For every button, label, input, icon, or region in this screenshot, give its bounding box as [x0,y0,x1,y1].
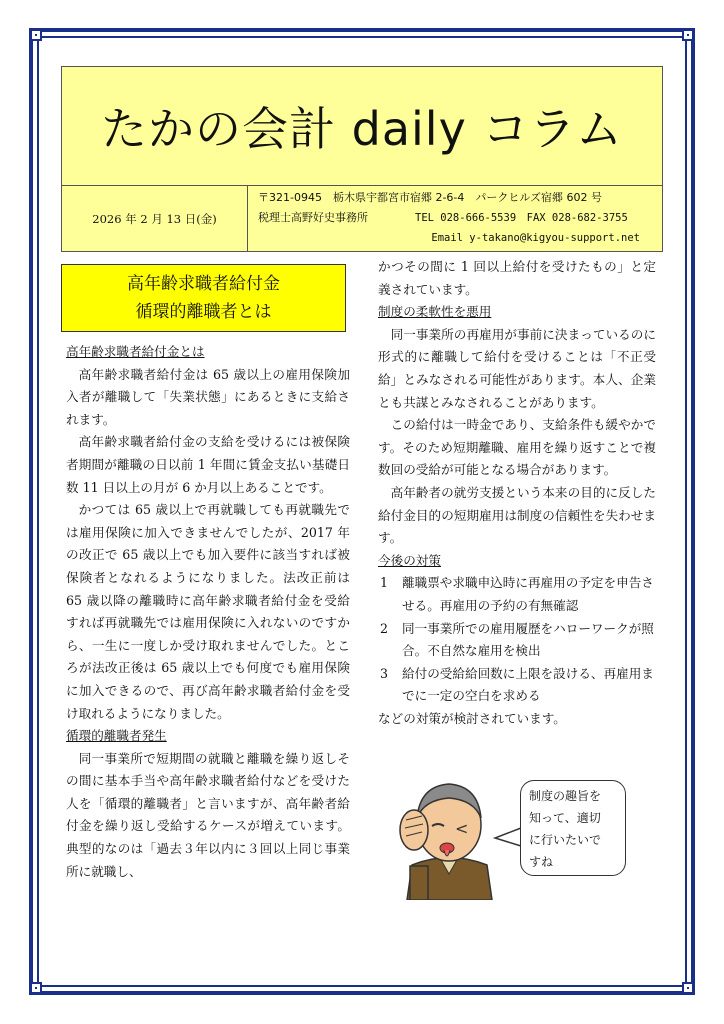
paragraph: 高年齢者の就労支援という本来の目的に反した給付金目的の短期雇用は制度の信頼性を失わせます。 [378,484,656,546]
paragraph: 高年齢求職者給付金は 65 歳以上の雇用保険加入者が離職して「失業状態」にあるときに支給されます。 [66,366,350,427]
section-heading: 高年齢求職者給付金とは [66,344,205,359]
speech-line: 知って、適切 [529,811,601,825]
speech-line: すね [529,855,554,869]
tel-fax: TEL 028-666-5539 FAX 028-682-3755 [415,212,628,224]
office-name: 税理士高野好史事務所 [258,211,368,224]
left-column [66,341,350,883]
list-number: 1 [380,575,389,591]
office-address: 〒321-0945 栃木県宇都宮市宿郷 2-6-4 パークヒルズ宿郷 602 号 [258,191,603,204]
corner-ornament-top-left [30,29,42,41]
contact-block [258,188,658,250]
email-address: Email y-takano@kigyou-support.net [431,232,640,244]
article-headline [61,264,346,332]
section-heading: 制度の柔軟性を悪用 [378,304,492,320]
speech-line: に行いたいで [529,833,602,847]
list-text: 同一事業所での雇用履歴をハローワークが照合。不自然な雇用を検出 [402,620,654,659]
section-heading: 今後の対策 [378,552,441,568]
list-item [378,572,656,617]
paragraph: 同一事業所の再雇用が事前に決まっているのに形式的に離職して給付を受けることは「不正受給」とみなされる可能性があります。本人、企業とも共謀とみなされることがあります。 [378,326,656,410]
headline-line-2: 循環的離職者とは [135,302,272,322]
speech-bubble-tail [493,826,523,850]
list-number: 3 [380,665,389,681]
list-text: 給付の受給給回数に上限を設ける、再雇用までに一定の空白を求める [402,665,654,704]
corner-ornament-top-right [682,29,694,41]
office-contact [258,208,658,228]
paragraph: などの対策が検討されています。 [378,710,566,726]
speech-bubble [520,780,626,876]
section-heading: 循環的離職者発生 [66,728,167,744]
list-number: 2 [380,620,389,636]
page-title: たかの会計 daily コラム [101,102,623,156]
list-text: 離職票や求職申込時に再雇用の予定を申告させる。再雇用の予約の有無確認 [402,575,654,613]
right-column [378,256,656,730]
elderly-man-illustration [392,770,507,900]
headline-line-1: 高年齢求職者給付金 [127,274,280,294]
paragraph: 同一事業所で短期間の就職と離職を繰り返しその間に基本手当や高年齢求職者給付などを受けた人を「循環的離職者」と言いますが、高年齢者給付金を繰り返し受給するケースが増えています。典型的なのは「過去３年以内に３回以上同じ事業所に就職し、 [66,750,350,879]
info-row [61,185,663,252]
list-item [378,618,656,663]
svg-text:<: < [455,819,469,838]
speech-line: 制度の趣旨を [529,789,602,803]
paragraph: 高年齢求職者給付金の支給を受けるには被保険者期間が離職の日以前 1 年間に賃金支払い基礎日数 11 日以上の月が 6 か月以上あることです。 [66,434,350,495]
paragraph: かつその間に 1 回以上給付を受けたもの」と定義されています。 [378,259,656,297]
corner-ornament-bottom-left [30,982,42,994]
corner-ornament-bottom-right [682,982,694,994]
issue-date: 2026 年 2 月 13 日(金) [62,186,248,251]
paragraph: この給付は一時金であり、支給条件も緩やかです。そのため短期離職、雇用を繰り返すことで複数回の受給が可能となる場合があります。 [378,417,656,478]
masthead [61,66,663,186]
paragraph: かつては 65 歳以上で再就職しても再就職先では雇用保険に加入できませんでしたが、2017 年の改正で 65 歳以上でも加入要件に該当すれば被保険者となれるようになりました。法改正前は 65 歳以降の離職時に高年齢求職者給付金を受給すれば再就職先では雇用保険に入れないのですから、一生に一度しか受け取れませんでした。ところが法改正後は 65 歳以上でも何度でも雇用保険に加入できるので、再び高年齢求職者給付金を受け取れるようになりました。 [66,502,350,721]
list-item [378,663,656,708]
